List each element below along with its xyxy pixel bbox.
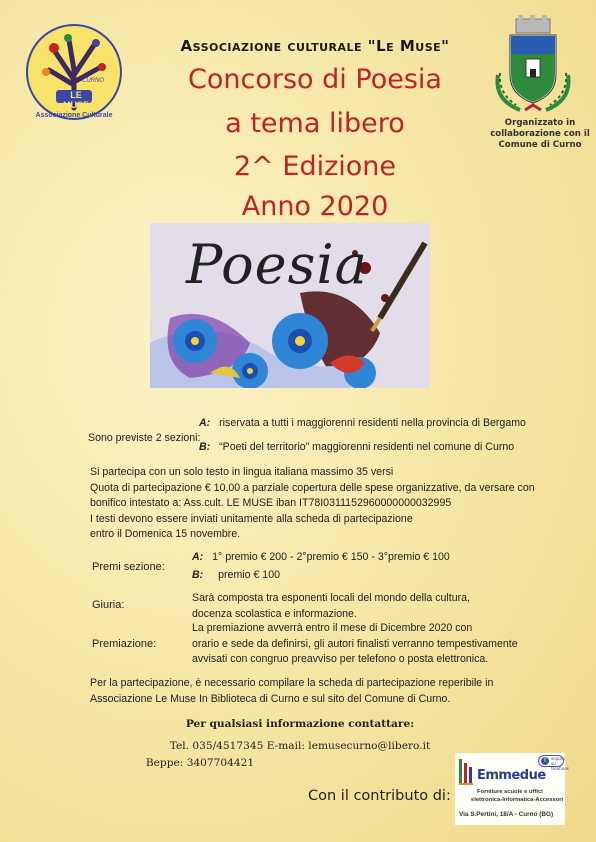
section-b-key: B:: [199, 441, 211, 453]
jury-label: Giuria:: [92, 599, 125, 611]
le-muse-logo: [24, 20, 124, 124]
contact-heading: Per qualsiasi informazione contattare:: [185, 718, 415, 730]
contact-line-1: Tel. 035/4517345 E-mail: lemusecurno@libero.it: [169, 740, 431, 752]
prizes-label: Premi sezione:: [92, 561, 165, 573]
awards-label: Premiazione:: [92, 638, 157, 650]
sponsor-line-2: elettronica-Informatica-Accessori: [471, 797, 564, 803]
prize-b: [192, 568, 280, 584]
prize-b-key: B:: [192, 569, 204, 581]
section-b-text: “Poeti del territorio” maggiorenni residenti nel comune di Curno: [219, 441, 515, 453]
facebook-icon: f: [541, 757, 549, 765]
curno-crest-icon: [490, 15, 576, 117]
participation-line-2: Associazione Le Muse In Biblioteca di Curno e sul sito del Comune di Curno.: [90, 692, 451, 705]
emmedue-sponsor-logo: [455, 753, 569, 825]
title-line-3: 2^ Edizione: [234, 151, 396, 182]
jury-text: [192, 591, 470, 622]
section-a-text: riservata a tutti i maggiorenni residenti nella provincia di Bergamo: [219, 417, 526, 429]
facebook-badge-text: seguici su facebook: [551, 756, 569, 771]
prize-a-text: 1° premio € 200 - 2°premio € 150 - 3°premio € 100: [212, 551, 450, 563]
awards-text: [192, 621, 518, 668]
rule-line-1: Si partecipa con un solo testo in lingua italiana massimo 35 versi: [90, 466, 394, 478]
organized-line-1: Organizzato in: [504, 118, 576, 128]
prize-a-key: A:: [192, 551, 204, 563]
title-line-4: Anno 2020: [241, 191, 389, 222]
participation-line-1: Per la partecipazione, è necessario compilare la scheda di partecipazione reperibile in: [90, 677, 494, 689]
organized-note: [490, 118, 590, 151]
jury-line-2: docenza scolastica e informazione.: [192, 607, 357, 620]
rule-line-5: entro il Domenica 15 novembre.: [90, 528, 241, 541]
contact-line-2: Beppe: 3407704421: [145, 757, 255, 769]
contribution-label: Con il contributo di:: [308, 788, 451, 804]
prize-a: [192, 550, 450, 566]
sponsor-line-1: Forniture scuole e uffici: [477, 789, 543, 795]
poesia-word: Poesia: [186, 233, 368, 296]
rules-block: [90, 465, 535, 543]
awards-line-3: avvisati con congruo preavviso per telefono o posta elettronica.: [192, 653, 489, 666]
rule-line-4: I testi devono essere inviati unitamente alla scheda di partecipazione: [90, 512, 413, 525]
organized-line-3: Comune di Curno: [498, 140, 582, 150]
association-name: Associazione culturale "Le Muse": [180, 37, 450, 55]
logo-text-main: LE MUSE: [62, 90, 89, 110]
section-b: [199, 440, 514, 456]
logo-text-top: CURNO: [82, 78, 104, 84]
logo-text-bottom: Associazione Culturale: [35, 112, 113, 119]
sponsor-address: Via S.Pertini, 18/A - Curno (BG): [459, 811, 554, 818]
awards-line-2: orario e sede da definirsi, gli autori finalisti verranno tempestivamente: [192, 637, 518, 650]
rule-line-3: bonifico intestato a: Ass.cult. LE MUSE iban IT78I0311152960000000032995: [90, 497, 452, 510]
prize-b-text: premio € 100: [218, 569, 280, 581]
sections-intro: Sono previste 2 sezioni:: [88, 432, 201, 444]
title-line-1: Concorso di Poesia: [188, 64, 442, 95]
rule-line-2: Quota di partecipazione € 10,00 a parziale copertura delle spese organizzative, da versare con: [90, 481, 535, 494]
participation-text: [90, 676, 493, 707]
facebook-badge: [538, 755, 569, 771]
section-a-key: A:: [199, 417, 211, 429]
organized-line-2: collaborazione con il: [490, 129, 590, 139]
poesia-image: [150, 223, 430, 388]
title-line-2: a tema libero: [225, 108, 405, 139]
awards-line-1: La premiazione avverrà entro il mese di Dicembre 2020 con: [192, 622, 473, 634]
jury-line-1: Sarà composta tra esponenti locali del mondo della cultura,: [192, 592, 470, 604]
section-a: [199, 416, 526, 432]
sponsor-name: Emmedue: [477, 768, 546, 783]
